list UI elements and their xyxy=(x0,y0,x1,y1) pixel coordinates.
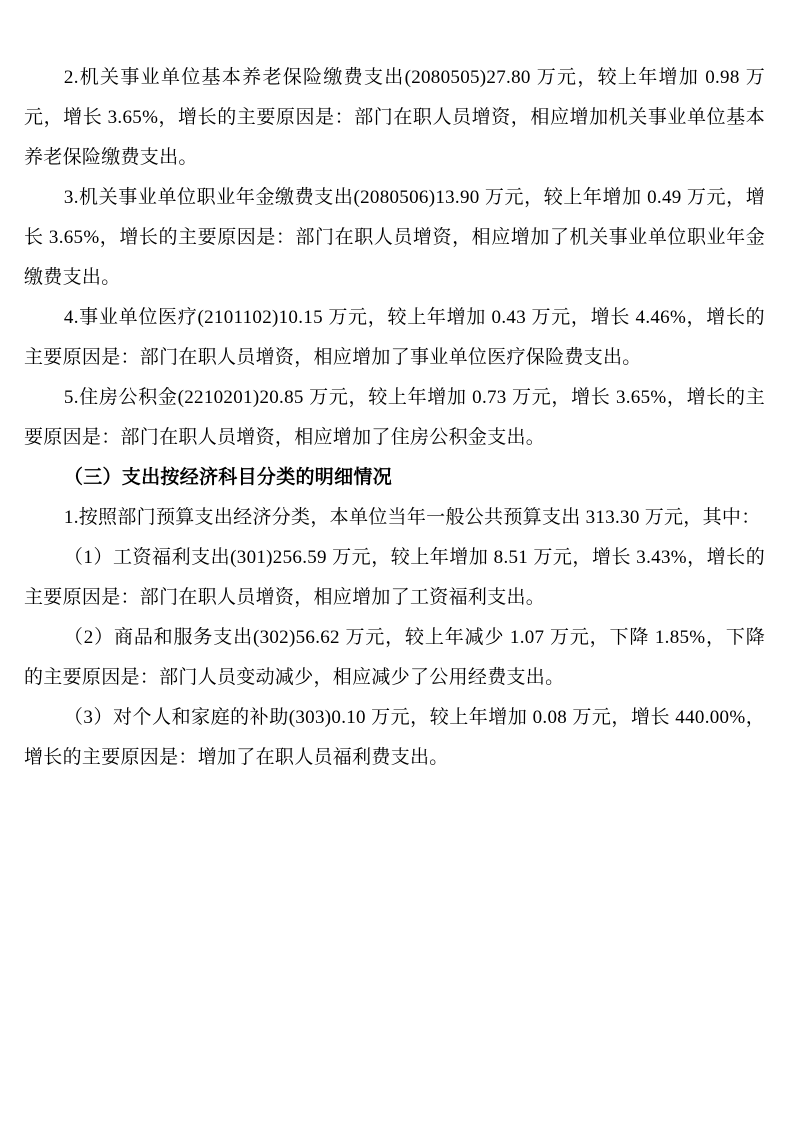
document-body xyxy=(24,58,765,778)
section-heading-economic-classification: （三）支出按经济科目分类的明细情况 xyxy=(63,467,392,488)
paragraph-occupational-annuity: 3.机关事业单位职业年金缴费支出(2080506)13.90 万元，较上年增加 0.49 万元，增长 3.65%，增长的主要原因是：部门在职人员增资，相应增加了机关事业单位职业年金缴费支出。 xyxy=(24,187,765,288)
paragraph-individual-family-subsidy: （3）对个人和家庭的补助(303)0.10 万元，较上年增加 0.08 万元，增长 440.00%，增长的主要原因是：增加了在职人员福利费支出。 xyxy=(24,707,765,768)
paragraph-salary-welfare: （1）工资福利支出(301)256.59 万元，较上年增加 8.51 万元，增长 3.43%，增长的主要原因是：部门在职人员增资，相应增加了工资福利支出。 xyxy=(24,547,765,608)
paragraph-economic-classification-total: 1.按照部门预算支出经济分类，本单位当年一般公共预算支出 313.30 万元，其中： xyxy=(63,507,761,528)
paragraph-pension-contribution: 2.机关事业单位基本养老保险缴费支出(2080505)27.80 万元，较上年增加 0.98 万元，增长 3.65%，增长的主要原因是：部门在职人员增资，相应增加机关事业单位基本养老保险缴费支出。 xyxy=(24,67,765,168)
paragraph-medical-insurance: 4.事业单位医疗(2101102)10.15 万元，较上年增加 0.43 万元，增长 4.46%，增长的主要原因是：部门在职人员增资，相应增加了事业单位医疗保险费支出。 xyxy=(24,307,765,368)
paragraph-housing-fund: 5.住房公积金(2210201)20.85 万元，较上年增加 0.73 万元，增长 3.65%，增长的主要原因是：部门在职人员增资，相应增加了住房公积金支出。 xyxy=(24,387,765,448)
paragraph-goods-services: （2）商品和服务支出(302)56.62 万元，较上年减少 1.07 万元，下降 1.85%，下降的主要原因是：部门人员变动减少，相应减少了公用经费支出。 xyxy=(24,627,765,688)
